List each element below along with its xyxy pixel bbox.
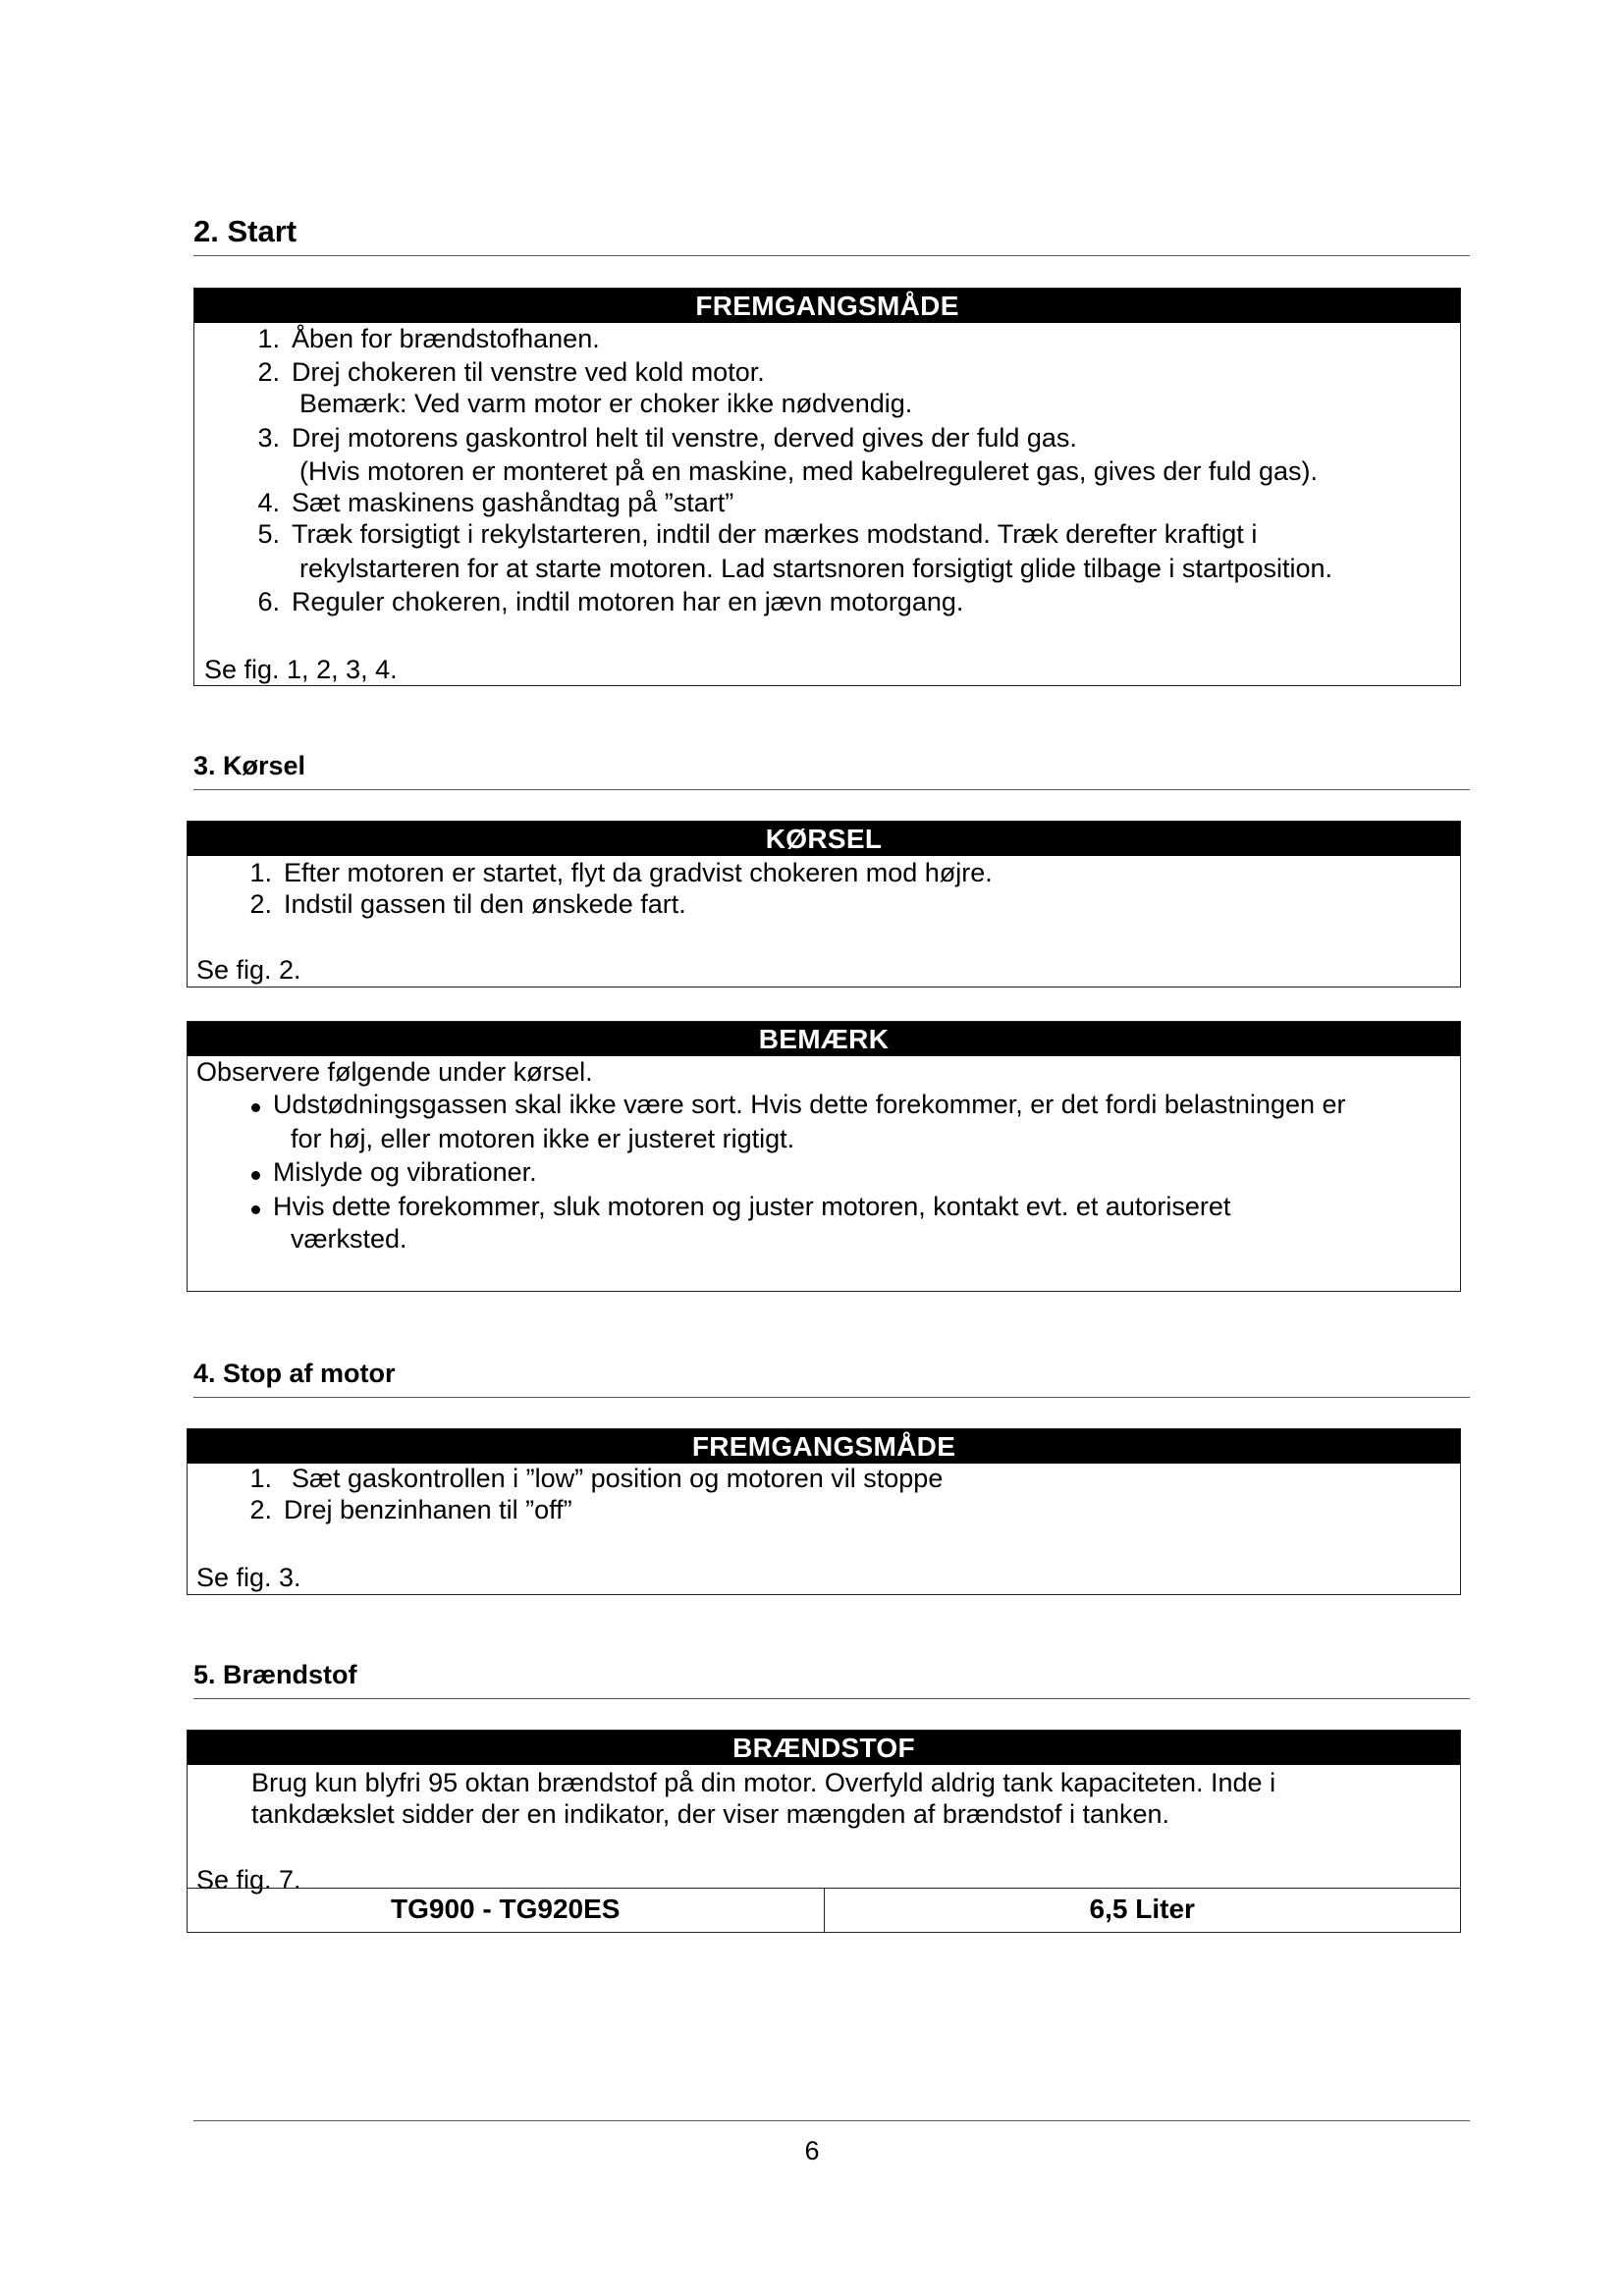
box-title: FREMGANGSMÅDE [188,1429,1460,1464]
model-cell: TG900 - TG920ES [391,1894,621,1924]
list-item: 2. Indstil gassen til den ønskede fart. [249,889,686,919]
section-heading-stop: 4. Stop af motor [193,1359,1470,1398]
list-item-note: Bemærk: Ved varm motor er choker ikke nødvendig. [299,389,913,418]
section-heading-start: 2. Start [193,214,1470,256]
figure-reference: Se fig. 3. [196,1563,301,1592]
fuel-text-line: Brug kun blyfri 95 oktan brændstof på din motor. Overfyld aldrig tank kapaciteten. Inde i [251,1768,1276,1797]
figure-reference: Se fig. 7. [196,1865,301,1895]
list-item: 2. Drej benzinhanen til ”off” [249,1495,572,1524]
list-item: 1. Sæt gaskontrollen i ”low” position og motoren vil stoppe [249,1464,944,1493]
bullet-icon [251,1171,260,1180]
box-title: KØRSEL [188,822,1460,856]
note-intro: Observere følgende under kørsel. [196,1057,593,1087]
list-item: Hvis dette forekommer, sluk motoren og juster motoren, kontakt evt. et autoriseret [273,1192,1231,1221]
list-item: Mislyde og vibrationer. [273,1157,537,1187]
section-heading-fuel: 5. Brændstof [193,1660,1470,1699]
section-heading-korsel: 3. Kørsel [193,751,1470,790]
list-item: 6. Reguler chokeren, indtil motoren har en jævn motorgang. [257,587,964,616]
list-item: 2. Drej chokeren til venstre ved kold motor. [257,357,765,387]
list-item-note: (Hvis motoren er monteret på en maskine, med kabelreguleret gas, gives der fuld gas). [299,456,1318,486]
box-title: BRÆNDSTOF [188,1731,1460,1765]
figure-reference: Se fig. 1, 2, 3, 4. [204,655,398,684]
list-item-continuation: for høj, eller motoren ikke er justeret rigtigt. [291,1124,795,1153]
capacity-cell: 6,5 Liter [824,1889,1461,1932]
fuel-capacity-table [187,1888,1461,1933]
bullet-icon [251,1103,260,1112]
box-title: FREMGANGSMÅDE [194,289,1460,323]
footer-rule [193,2120,1470,2121]
fuel-text-line: tankdækslet sidder der en indikator, der viser mængden af brændstof i tanken. [251,1799,1170,1829]
list-item: 1. Efter motoren er startet, flyt da gradvist chokeren mod højre. [249,858,993,887]
figure-reference: Se fig. 2. [196,955,301,985]
list-item-continuation: værksted. [291,1224,407,1254]
list-item: 4. Sæt maskinens gashåndtag på ”start” [257,488,734,517]
list-item: 5. Træk forsigtigt i rekylstarteren, indtil der mærkes modstand. Træk derefter kraftigt i [257,519,1258,549]
page-number: 6 [804,2136,820,2165]
list-item-note: rekylstarteren for at starte motoren. Lad startsnoren forsigtigt glide tilbage i startposition. [299,554,1333,583]
list-item: 1. Åben for brændstofhanen. [257,324,600,353]
list-item: Udstødningsgassen skal ikke være sort. Hvis dette forekommer, er det fordi belastningen er [273,1090,1346,1119]
box-title: BEMÆRK [188,1022,1460,1056]
list-item: 3. Drej motorens gaskontrol helt til venstre, derved gives der fuld gas. [257,423,1077,453]
bullet-icon [251,1205,260,1214]
